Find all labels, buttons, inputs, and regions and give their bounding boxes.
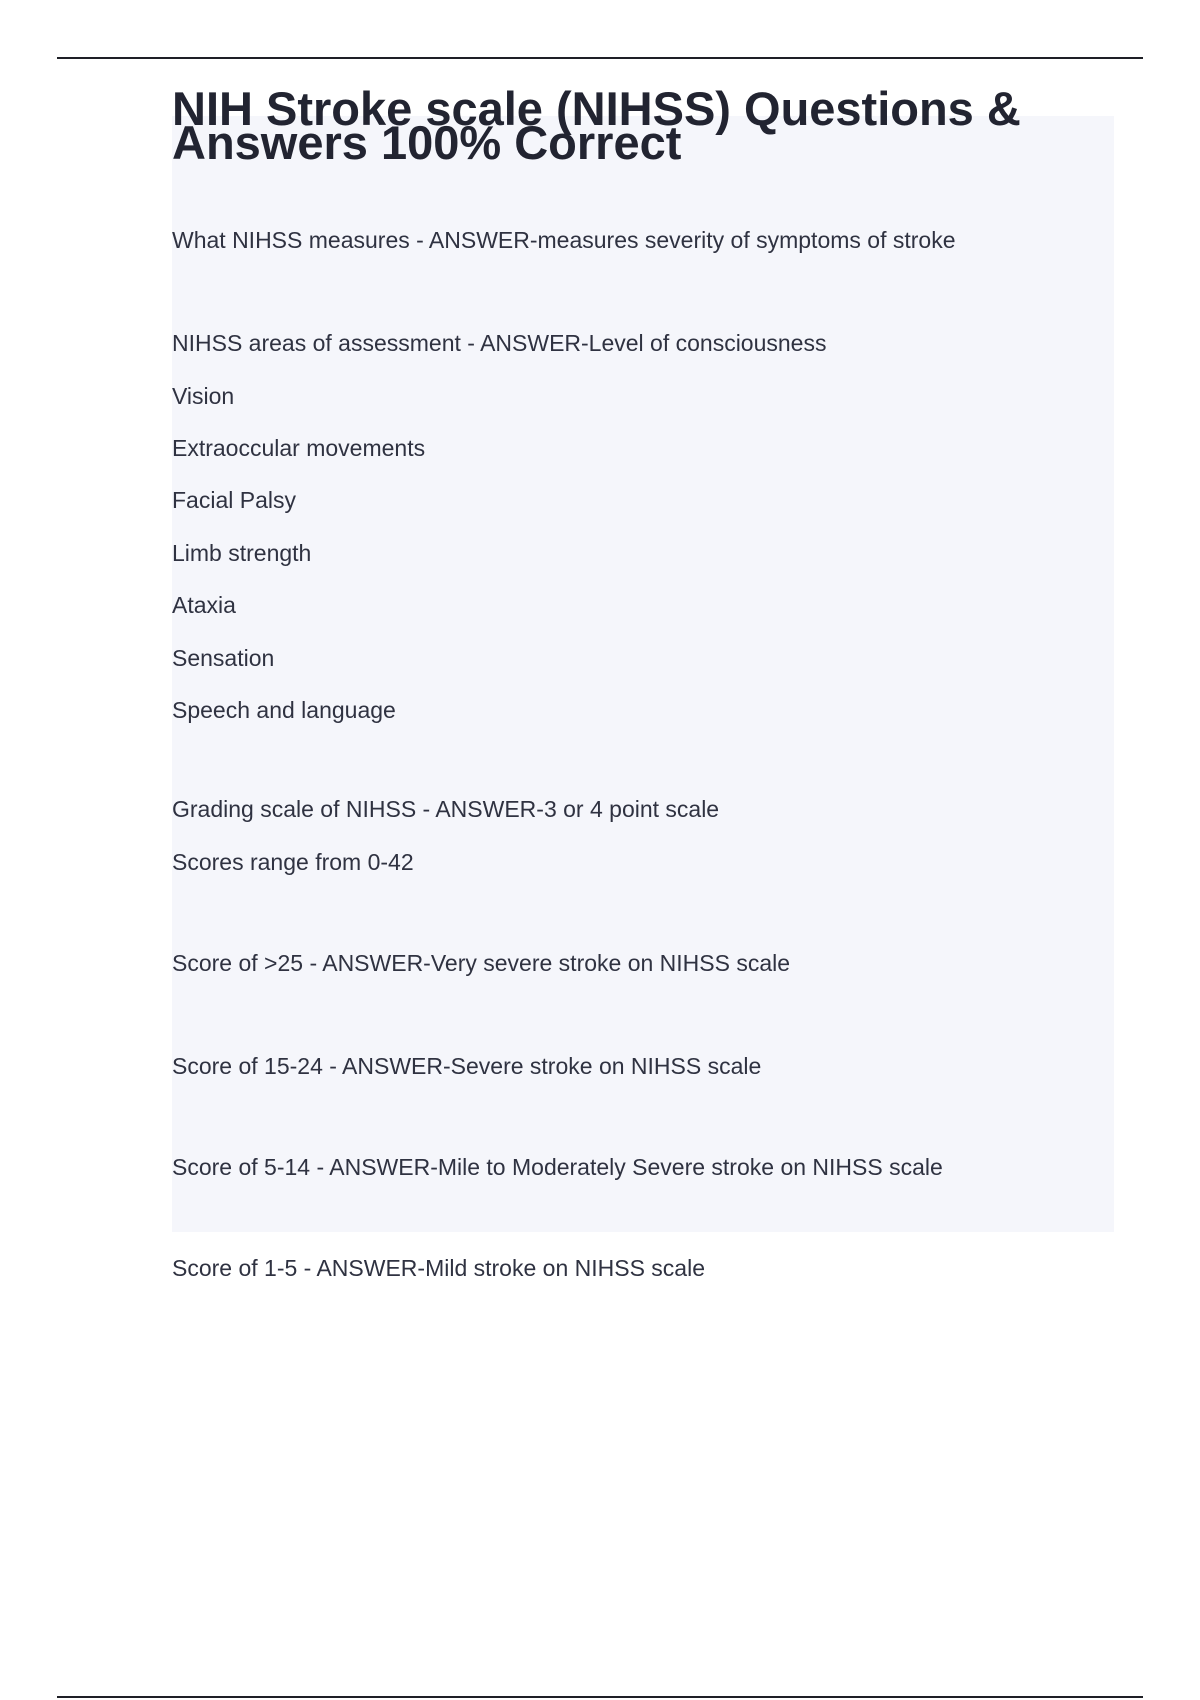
area-facial-palsy: Facial Palsy (172, 487, 296, 513)
qa-score-15-24: Score of 15-24 - ANSWER-Severe stroke on NIHSS scale (172, 1053, 762, 1079)
area-sensation: Sensation (172, 645, 275, 671)
area-vision: Vision (172, 383, 235, 409)
area-extraoccular: Extraoccular movements (172, 435, 426, 461)
qa-areas: NIHSS areas of assessment - ANSWER-Level of consciousness (172, 330, 827, 356)
bottom-rule (57, 1696, 1143, 1698)
qa-grading-scale: Grading scale of NIHSS - ANSWER-3 or 4 point scale (172, 796, 720, 822)
document-title: NIH Stroke scale (NIHSS) Questions & Answers 100% Correct (172, 82, 1021, 169)
area-ataxia: Ataxia (172, 592, 236, 618)
qa-score-over-25: Score of >25 - ANSWER-Very severe stroke on NIHSS scale (172, 950, 791, 976)
area-limb-strength: Limb strength (172, 540, 312, 566)
scores-range: Scores range from 0-42 (172, 849, 414, 875)
area-speech-language: Speech and language (172, 697, 396, 723)
top-rule (57, 57, 1143, 59)
qa-score-5-14: Score of 5-14 - ANSWER-Mile to Moderately Severe stroke on NIHSS scale (172, 1154, 943, 1180)
qa-measures: What NIHSS measures - ANSWER-measures severity of symptoms of stroke (172, 227, 956, 253)
qa-score-1-5: Score of 1-5 - ANSWER-Mild stroke on NIHSS scale (172, 1255, 705, 1281)
